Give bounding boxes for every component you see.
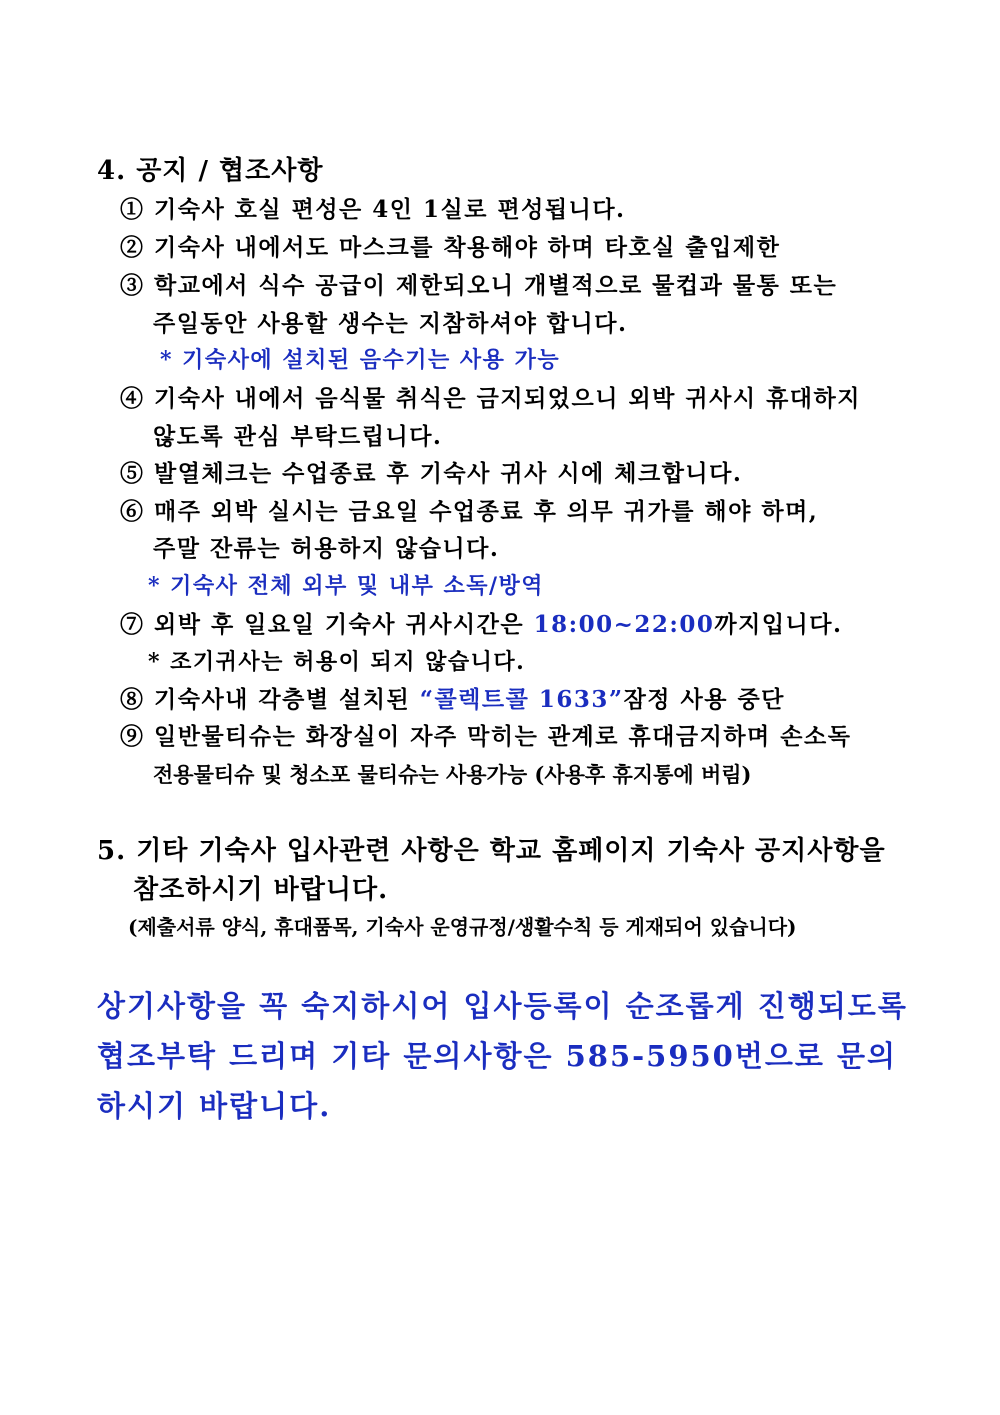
notice-item-8-suffix: 잠정 사용 중단 — [623, 686, 785, 713]
closing-line3: 하시기 바랍니다. — [97, 1089, 332, 1123]
section5-line1: 5. 기타 기숙사 입사관련 사항은 학교 홈페이지 기숙사 공지사항을 — [97, 836, 886, 866]
notice-item-4-line2: 않도록 관심 부탁드립니다. — [153, 423, 443, 450]
notice-item-7-prefix: ⑦ 외박 후 일요일 기숙사 귀사시간은 — [120, 611, 534, 638]
notice-item-9-line1: ⑨ 일반물티슈는 화장실이 자주 막히는 관계로 휴대금지하며 손소독 — [120, 723, 852, 750]
notice-item-6-line1: ⑥ 매주 외박 실시는 금요일 수업종료 후 의무 귀가를 해야 하며, — [120, 498, 819, 525]
notice-item-5: ⑤ 발열체크는 수업종료 후 기숙사 귀사 시에 체크합니다. — [120, 460, 743, 487]
notice-item-6-line2: 주말 잔류는 허용하지 않습니다. — [153, 535, 500, 562]
notice-item-3-line2: 주일동안 사용할 생수는 지참하셔야 합니다. — [153, 310, 628, 337]
notice-item-7-note: * 조기귀사는 허용이 되지 않습니다. — [148, 649, 526, 675]
notice-item-7 — [120, 613, 843, 636]
notice-item-6-note: * 기숙사 전체 외부 및 내부 소독/방역 — [148, 573, 545, 599]
notice-item-2: ② 기숙사 내에서도 마스크를 착용해야 하며 타호실 출입제한 — [120, 234, 781, 261]
notice-item-4-line1: ④ 기숙사 내에서 음식물 취식은 금지되었으니 외박 귀사시 휴대하지 — [120, 385, 861, 412]
notice-item-3-line1: ③ 학교에서 식수 공급이 제한되오니 개별적으로 물컵과 물통 또는 — [120, 272, 838, 299]
notice-item-8-prefix: ⑧ 기숙사내 각층별 설치된 — [120, 686, 420, 713]
closing-line2: 협조부탁 드리며 기타 문의사항은 585-5950번으로 문의 — [97, 1039, 898, 1073]
section5-line2: 참조하시기 바랍니다. — [133, 875, 389, 905]
section5-note: (제출서류 양식, 휴대품목, 기숙사 운영규정/생활수칙 등 게재되어 있습니다) — [128, 915, 797, 939]
notice-item-9-line2: 전용물티슈 및 청소포 물티슈는 사용가능 (사용후 휴지통에 버림) — [153, 762, 752, 787]
notice-item-1: ① 기숙사 호실 편성은 4인 1실로 편성됩니다. — [120, 196, 626, 223]
section4-heading: 4. 공지 / 협조사항 — [97, 156, 324, 186]
return-time-range: 18:00~22:00 — [533, 611, 715, 638]
notice-item-3-note: * 기숙사에 설치된 음수기는 사용 가능 — [160, 347, 561, 373]
closing-line1: 상기사항을 꼭 숙지하시어 입사등록이 순조롭게 진행되도록 — [97, 989, 908, 1023]
notice-item-7-suffix: 까지입니다. — [714, 611, 843, 638]
notice-item-8 — [120, 688, 785, 711]
collect-call-highlight: “콜렉트콜 1633” — [419, 686, 624, 713]
